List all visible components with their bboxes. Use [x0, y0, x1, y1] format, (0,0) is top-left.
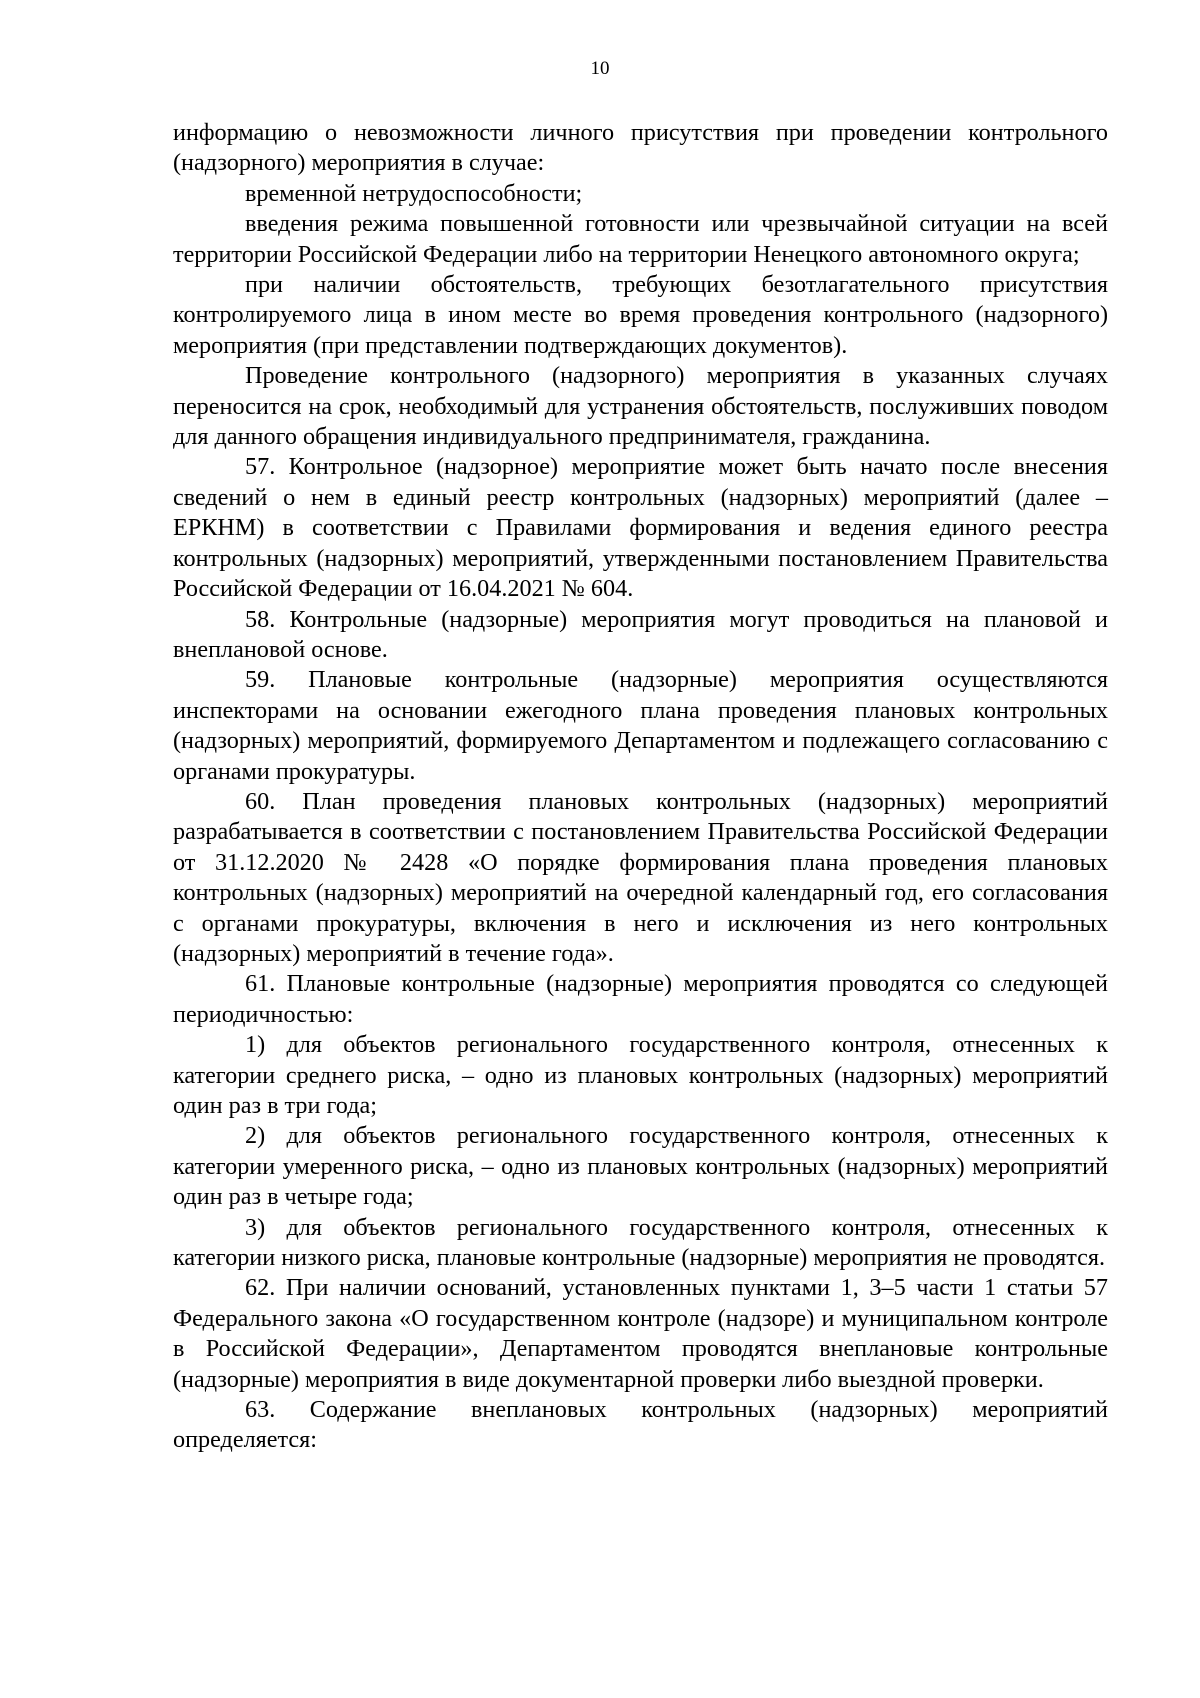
paragraph-58: 58. Контрольные (надзорные) мероприятия могут проводиться на плановой и внеплановой основе.: [173, 605, 1108, 663]
paragraph-62: 62. При наличии оснований, установленных пунктами 1, 3–5 части 1 статьи 57 Федерального закона «О государственном контроле (надзоре) и муниципальном контроле в Российской Федерации», Департаментом проводятся внеплановые контрольные (надзорные) мероприятия в виде документарной проверки либо выездной проверки.: [173, 1274, 1108, 1393]
page-number: 10: [590, 58, 610, 79]
paragraph-61: 61. Плановые контрольные (надзорные) мероприятия проводятся со следующей периодичностью:: [173, 970, 1108, 1028]
paragraph: временной нетрудоспособности;: [245, 179, 583, 207]
list-item-3: 3) для объектов регионального государственного контроля, отнесенных к категории низкого риска, плановые контрольные (надзорные) мероприятия не проводятся.: [173, 1213, 1108, 1272]
paragraph: введения режима повышенной готовности или чрезвычайной ситуации на всей территории Российской Федерации либо на территории Ненецкого автономного округа;: [173, 210, 1108, 268]
paragraph-63: 63. Содержание внеплановых контрольных (надзорных) мероприятий определяется:: [173, 1396, 1108, 1454]
paragraph: при наличии обстоятельств, требующих безотлагательного присутствия контролируемого лица в ином месте во время проведения контрольного (надзорного) мероприятия (при представлении подтверждающих документов).: [173, 271, 1108, 359]
document-body: [173, 118, 1108, 1456]
paragraph: Проведение контрольного (надзорного) мероприятия в указанных случаях переносится на срок, необходимый для устранения обстоятельств, послуживших поводом для данного обращения индивидуального предпринимателя, гражданина.: [173, 362, 1108, 451]
paragraph-59: 59. Плановые контрольные (надзорные) мероприятия осуществляются инспекторами на основании ежегодного плана проведения плановых контрольных (надзорных) мероприятий, формируемого Департаментом и подлежащего согласованию с органами прокуратуры.: [173, 666, 1108, 785]
list-item-2: 2) для объектов регионального государственного контроля, отнесенных к категории умеренного риска, – одно из плановых контрольных (надзорных) мероприятий один раз в четыре года;: [173, 1122, 1108, 1211]
paragraph-60: 60. План проведения плановых контрольных (надзорных) мероприятий разрабатывается в соответствии с постановлением Правительства Российской Федерации от 31.12.2020 № 2428 «О порядке формирования плана проведения плановых контрольных (надзорных) мероприятий на очередной календарный год, его согласования с органами прокуратуры, включения в него и исключения из него контрольных (надзорных) мероприятий в течение года».: [173, 787, 1108, 967]
list-item-1: 1) для объектов регионального государственного контроля, отнесенных к категории среднего риска, – одно из плановых контрольных (надзорных) мероприятий один раз в три года;: [173, 1031, 1108, 1119]
paragraph: информацию о невозможности личного присутствия при проведении контрольного (надзорного) мероприятия в случае:: [173, 119, 1108, 177]
paragraph-57: 57. Контрольное (надзорное) мероприятие может быть начато после внесения сведений о нем в единый реестр контрольных (надзорных) мероприятий (далее – ЕРКНМ) в соответствии с Правилами формирования и ведения единого реестра контрольных (надзорных) мероприятий, утвержденными постановлением Правительства Российской Федерации от 16.04.2021 № 604.: [173, 453, 1108, 603]
